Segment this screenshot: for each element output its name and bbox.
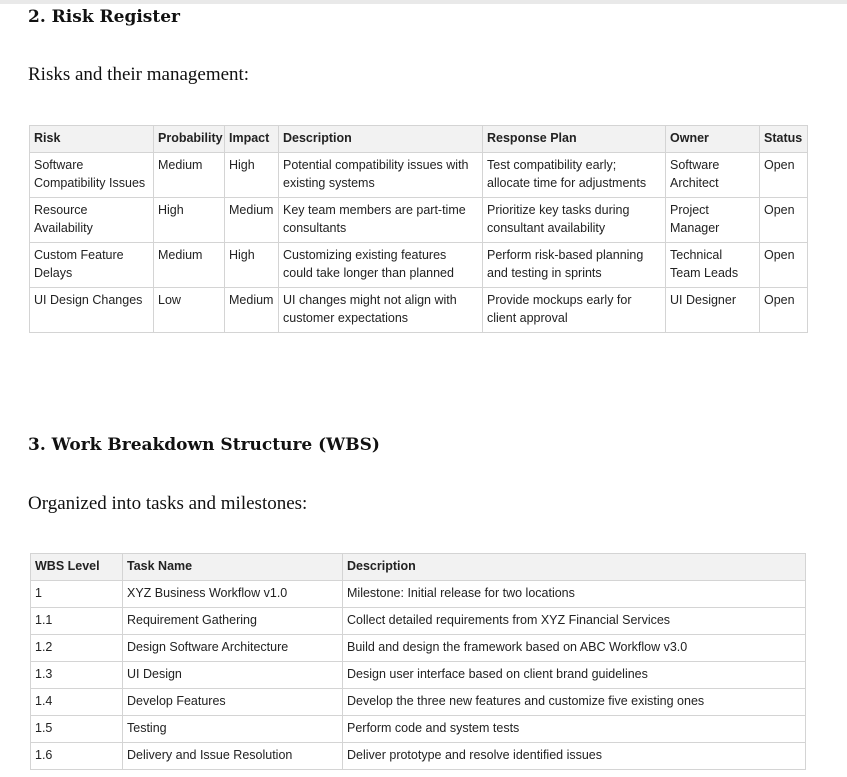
wbs-level-cell: 1.5	[31, 716, 123, 743]
risk-cell: UI Design Changes	[30, 288, 154, 333]
wbs-table	[30, 553, 806, 770]
impact-cell: High	[225, 153, 279, 198]
table-row	[31, 608, 806, 635]
risk-register-heading: 2. Risk Register	[28, 7, 181, 27]
description-cell: Perform code and system tests	[343, 716, 806, 743]
table-row	[31, 743, 806, 770]
risk-cell: Resource Availability	[30, 198, 154, 243]
task-name-cell: Design Software Architecture	[123, 635, 343, 662]
response-plan-cell: Prioritize key tasks during consultant availability	[483, 198, 666, 243]
table-row	[31, 689, 806, 716]
probability-cell: Medium	[154, 153, 225, 198]
column-header-owner: Owner	[666, 126, 760, 153]
wbs-intro: Organized into tasks and milestones:	[28, 493, 308, 514]
risk-register-intro: Risks and their management:	[28, 64, 250, 85]
column-header-impact: Impact	[225, 126, 279, 153]
wbs-level-cell: 1.1	[31, 608, 123, 635]
table-row	[31, 635, 806, 662]
description-cell: Develop the three new features and customize five existing ones	[343, 689, 806, 716]
column-header-probability: Probability	[154, 126, 225, 153]
description-cell: Milestone: Initial release for two locations	[343, 581, 806, 608]
table-header-row	[31, 554, 806, 581]
wbs-level-cell: 1.6	[31, 743, 123, 770]
status-cell: Open	[760, 243, 808, 288]
risk-cell: Software Compatibility Issues	[30, 153, 154, 198]
risk-cell: Custom Feature Delays	[30, 243, 154, 288]
task-name-cell: Develop Features	[123, 689, 343, 716]
table-row	[30, 153, 808, 198]
impact-cell: High	[225, 243, 279, 288]
impact-cell: Medium	[225, 198, 279, 243]
status-cell: Open	[760, 198, 808, 243]
top-divider	[0, 0, 847, 4]
probability-cell: Low	[154, 288, 225, 333]
table-row	[30, 288, 808, 333]
response-plan-cell: Perform risk-based planning and testing in sprints	[483, 243, 666, 288]
column-header-status: Status	[760, 126, 808, 153]
wbs-heading: 3. Work Breakdown Structure (WBS)	[28, 435, 380, 455]
owner-cell: Software Architect	[666, 153, 760, 198]
wbs-level-cell: 1.4	[31, 689, 123, 716]
description-cell: Deliver prototype and resolve identified issues	[343, 743, 806, 770]
wbs-level-cell: 1	[31, 581, 123, 608]
task-name-cell: XYZ Business Workflow v1.0	[123, 581, 343, 608]
description-cell: Design user interface based on client brand guidelines	[343, 662, 806, 689]
table-row	[31, 662, 806, 689]
task-name-cell: Requirement Gathering	[123, 608, 343, 635]
table-row	[31, 716, 806, 743]
description-cell: Build and design the framework based on ABC Workflow v3.0	[343, 635, 806, 662]
column-header-task-name: Task Name	[123, 554, 343, 581]
impact-cell: Medium	[225, 288, 279, 333]
probability-cell: High	[154, 198, 225, 243]
risk-register-table	[29, 125, 808, 333]
column-header-description: Description	[279, 126, 483, 153]
task-name-cell: Delivery and Issue Resolution	[123, 743, 343, 770]
description-cell: Potential compatibility issues with existing systems	[279, 153, 483, 198]
description-cell: Customizing existing features could take longer than planned	[279, 243, 483, 288]
column-header-wbs-level: WBS Level	[31, 554, 123, 581]
description-cell: Collect detailed requirements from XYZ Financial Services	[343, 608, 806, 635]
probability-cell: Medium	[154, 243, 225, 288]
description-cell: Key team members are part-time consultants	[279, 198, 483, 243]
column-header-description: Description	[343, 554, 806, 581]
description-cell: UI changes might not align with customer expectations	[279, 288, 483, 333]
table-row	[30, 198, 808, 243]
task-name-cell: Testing	[123, 716, 343, 743]
wbs-level-cell: 1.3	[31, 662, 123, 689]
response-plan-cell: Provide mockups early for client approval	[483, 288, 666, 333]
owner-cell: Technical Team Leads	[666, 243, 760, 288]
status-cell: Open	[760, 153, 808, 198]
wbs-level-cell: 1.2	[31, 635, 123, 662]
table-row	[31, 581, 806, 608]
status-cell: Open	[760, 288, 808, 333]
owner-cell: UI Designer	[666, 288, 760, 333]
column-header-risk: Risk	[30, 126, 154, 153]
response-plan-cell: Test compatibility early; allocate time for adjustments	[483, 153, 666, 198]
table-row	[30, 243, 808, 288]
owner-cell: Project Manager	[666, 198, 760, 243]
task-name-cell: UI Design	[123, 662, 343, 689]
table-header-row	[30, 126, 808, 153]
column-header-response-plan: Response Plan	[483, 126, 666, 153]
